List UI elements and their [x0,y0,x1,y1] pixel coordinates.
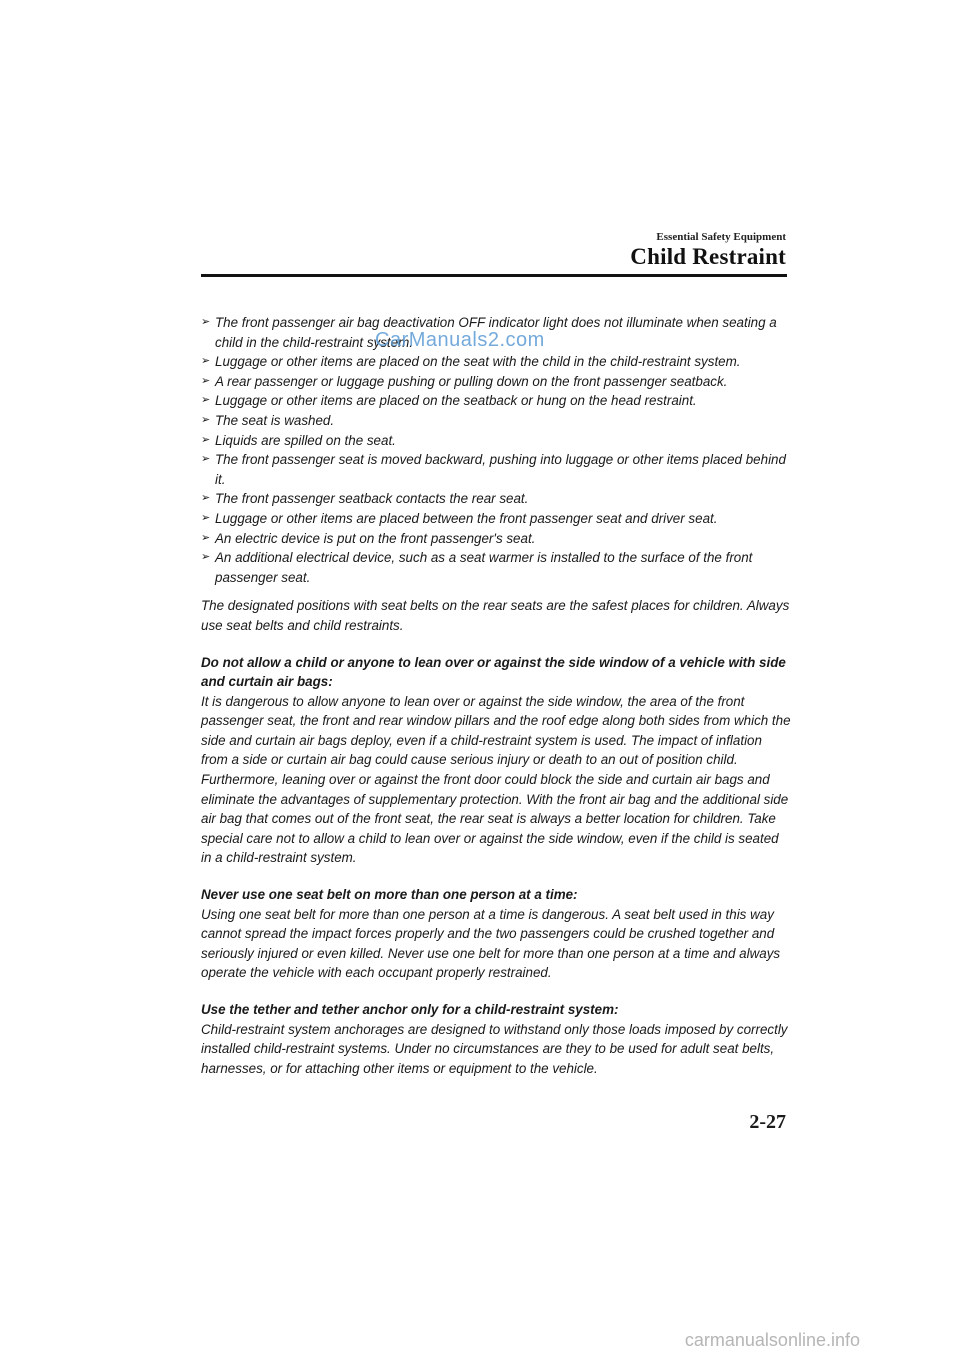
arrow-bullet-icon: ➢ [201,492,211,505]
list-item: ➢ The front passenger air bag deactivation OFF indicator light does not illuminate when seating a child in the child-restraint system. [201,315,777,350]
arrow-bullet-icon: ➢ [201,551,211,564]
warning-block [201,1000,791,1078]
list-item: ➢ The seat is washed. [201,411,791,431]
arrow-bullet-icon: ➢ [201,394,211,407]
condition-list [201,313,791,587]
warning-block [201,885,791,983]
page-number: 2-27 [749,1111,786,1133]
list-item: ➢ A rear passenger or luggage pushing or pulling down on the front passenger seatback. [201,372,791,392]
footer-watermark: carmanualsonline.info [684,1330,860,1350]
warning-body: It is dangerous to allow anyone to lean over or against the side window, the area of the front passenger seat, the front and rear window pillars and the roof edge along both sides from which the side and curtain air bags deploy, even if a child-restraint system is used. The impact of inflation from a side or curtain air bag could cause serious injury or death to an out of position child. Furthermore, leaning over or against the front door could block the side and curtain air bags and eliminate the advantages of supplementary protection. With the front air bag and the additional side air bag that comes out of the front seat, the rear seat is always a better location for children. Take special care not to allow a child to lean over or against the side window, even if the child is seated in a child-restraint system. [201,693,791,866]
arrow-bullet-icon: ➢ [201,453,211,466]
warning-body: Child-restraint system anchorages are designed to withstand only those loads imposed by correctly installed child-restraint systems. Under no circumstances are they to be used for adult seat belts, harnesses, or for attaching other items or equipment to the vehicle. [201,1021,788,1076]
list-item: ➢ An electric device is put on the front passenger's seat. [201,529,791,549]
list-item: ➢ Luggage or other items are placed on the seat with the child in the child-restraint system. [201,352,791,372]
arrow-bullet-icon: ➢ [201,316,211,328]
arrow-bullet-icon: ➢ [201,374,211,387]
page-title: Child Restraint [630,244,786,269]
watermark: CarManuals2.com [375,329,545,351]
warning-body: Using one seat belt for more than one person at a time is dangerous. A seat belt used in this way cannot spread the impact forces properly and the two passengers could be crushed together and seriously injured or even killed. Never use one belt for more than one person at a time and always operate the vehicle with each occupant properly restrained. [201,906,781,981]
warning-heading: Do not allow a child or anyone to lean over or against the side window of a vehicle with side and curtain air bags: [201,654,786,690]
header-divider [201,274,787,277]
warning-heading: Never use one seat belt on more than one person at a time: [201,887,578,903]
warning-heading: Use the tether and tether anchor only for a child-restraint system: [201,1002,619,1017]
arrow-bullet-icon: ➢ [201,511,211,524]
arrow-bullet-icon: ➢ [201,355,211,368]
list-item: ➢ The front passenger seat is moved backward, pushing into luggage or other items placed behind it. [201,452,786,487]
arrow-bullet-icon: ➢ [201,531,211,544]
intro-paragraph: The designated positions with seat belts on the rear seats are the safest places for children. Always use seat belts and child restraints. [201,598,790,633]
list-item: ➢ The front passenger seatback contacts the rear seat. [201,489,791,509]
list-item: ➢ Liquids are spilled on the seat. [201,431,791,451]
section-heading: Essential Safety Equipment [656,231,786,243]
main-content [201,313,791,1078]
list-item: ➢ Luggage or other items are placed on the seatback or hung on the head restraint. [201,391,791,411]
arrow-bullet-icon: ➢ [201,413,211,426]
arrow-bullet-icon: ➢ [201,433,211,446]
warning-block [201,653,791,869]
list-item: ➢ Luggage or other items are placed between the front passenger seat and driver seat. [201,509,791,529]
list-item: ➢ An additional electrical device, such as a seat warmer is installed to the surface of the front passenger seat. [201,550,753,585]
